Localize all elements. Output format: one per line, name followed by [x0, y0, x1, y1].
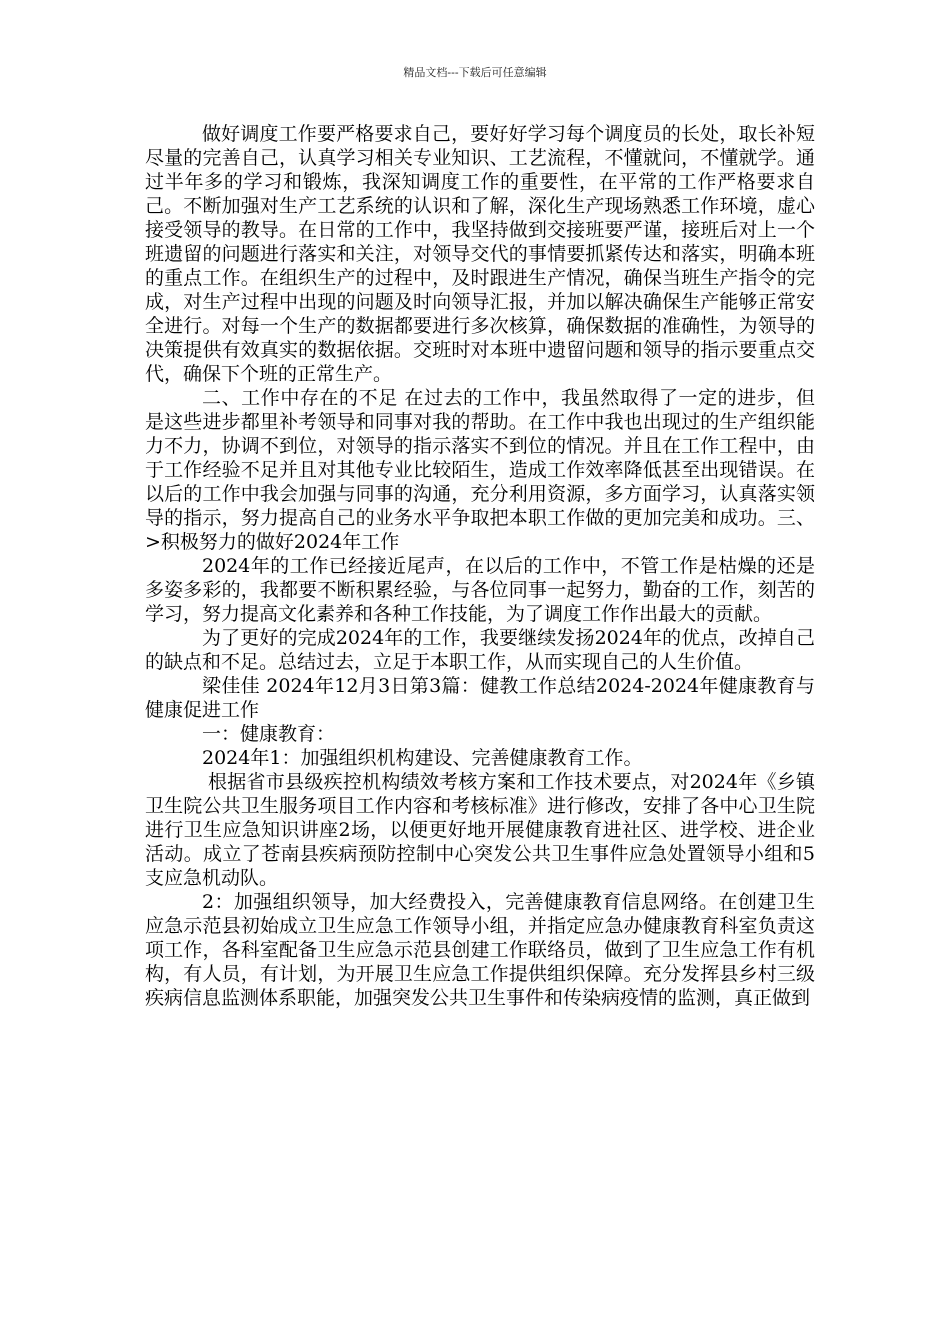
paragraph-5: 梁佳佳 2024年12月3日第3篇：健教工作总结2024-2024年健康教育与健康促进工作	[145, 675, 815, 721]
paragraph-3: 2024年的工作已经接近尾声，在以后的工作中，不管工作是枯燥的还是多姿多彩的，我都要不断积累经验，与各位同事一起努力，勤奋的工作，刻苦的学习，努力提高文化素养和各种工作技能，为了调度工作作出最大的贡献。	[145, 555, 815, 625]
paragraph-9: 2：加强组织领导，加大经费投入，完善健康教育信息网络。在创建卫生应急示范县初始成立卫生应急工作领导小组，并指定应急办健康教育科室负责这项工作，各科室配备卫生应急示范县创建工作联络员，做到了卫生应急工作有机构，有人员，有计划，为开展卫生应急工作提供组织保障。充分发挥县乡村三级疾病信息监测体系职能，加强突发公共卫生事件和传染病疫情的监测，真正做到	[145, 891, 815, 1009]
document-body	[145, 122, 815, 1010]
paragraph-6: 一：健康教育：	[202, 723, 336, 745]
paragraph-1: 做好调度工作要严格要求自己，要好好学习每个调度员的长处，取长补短尽量的完善自己，认真学习相关专业知识、工艺流程，不懂就问，不懂就学。通过半年多的学习和锻炼，我深知调度工作的重要性，在平常的工作严格要求自己。不断加强对生产工艺系统的认识和了解，深化生产现场熟悉工作环境，虚心接受领导的教导。在日常的工作中，我坚持做到交接班要严谨，接班后对上一个班遗留的问题进行落实和关注，对领导交代的事情要抓紧传达和落实，明确本班的重点工作。在组织生产的过程中，及时跟进生产情况，确保当班生产指令的完成，对生产过程中出现的问题及时向领导汇报，并加以解决确保生产能够正常安全进行。对每一个生产的数据都要进行多次核算，确保数据的准确性，为领导的决策提供有效真实的数据依据。交班时对本班中遗留问题和领导的指示要重点交代，确保下个班的正常生产。	[145, 123, 815, 385]
page-header: 精品文档---下载后可任意编辑	[403, 66, 547, 79]
paragraph-2: 二、工作中存在的不足 在过去的工作中，我虽然取得了一定的进步，但是这些进步都里补考领导和同事对我的帮助。在工作中我也出现过的生产组织能力不力，协调不到位，对领导的指示落实不到位的情况。并且在工作工程中，由于工作经验不足并且对其他专业比较陌生，造成工作效率降低甚至出现错误。在以后的工作中我会加强与同事的沟通，充分利用资源，多方面学习，认真落实领导的指示，努力提高自己的业务水平争取把本职工作做的更加完美和成功。三、>积极努力的做好2024年工作	[145, 387, 815, 553]
paragraph-4: 为了更好的完成2024年的工作，我要继续发扬2024年的优点，改掉自己的缺点和不足。总结过去，立足于本职工作，从而实现自己的人生价值。	[145, 627, 815, 673]
paragraph-7: 2024年1：加强组织机构建设、完善健康教育工作。	[202, 747, 643, 769]
paragraph-8: 根据省市县级疾控机构绩效考核方案和工作技术要点，对2024年《乡镇卫生院公共卫生服务项目工作内容和考核标准》进行修改，安排了各中心卫生院进行卫生应急知识讲座2场，以便更好地开展健康教育进社区、进学校、进企业活动。成立了苍南县疾病预防控制中心突发公共卫生事件应急处置领导小组和5支应急机动队。	[145, 771, 815, 889]
